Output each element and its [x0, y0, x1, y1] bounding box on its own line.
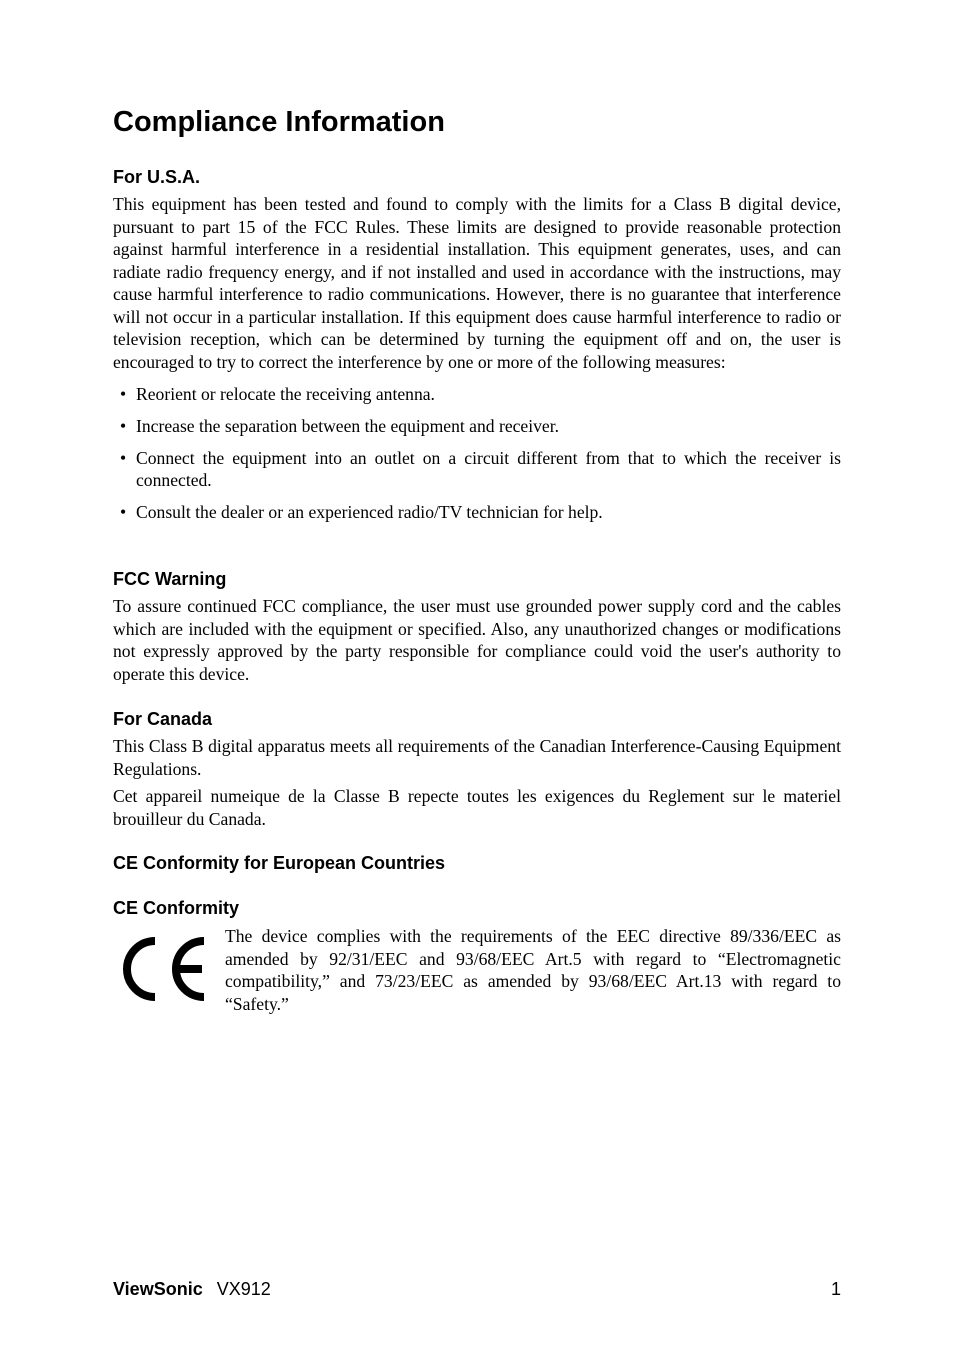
canada-body-en: This Class B digital apparatus meets all requirements of the Canadian Interference-Causing Equipment Regulations.	[113, 736, 841, 779]
list-item	[113, 415, 841, 438]
section-ce-conformity	[113, 897, 841, 919]
section-canada	[113, 708, 841, 830]
footer-brand: ViewSonic	[113, 1279, 203, 1299]
section-usa	[113, 166, 841, 524]
list-item-text: Connect the equipment into an outlet on a circuit different from that to which the receiver is connected.	[136, 447, 841, 490]
heading-usa: For U.S.A.	[113, 167, 201, 187]
canada-body-fr: Cet appareil numeique de la Classe B repecte toutes les exigences du Reglement sur le materiel brouilleur du Canada.	[113, 786, 841, 829]
page-title: Compliance Information	[113, 106, 445, 138]
heading-canada: For Canada	[113, 709, 213, 729]
list-item-text: Increase the separation between the equipment and receiver.	[136, 415, 560, 436]
bullet-icon: •	[120, 502, 127, 522]
measures-list	[113, 383, 841, 524]
heading-fcc-warning: FCC Warning	[113, 569, 227, 589]
bullet-icon: •	[120, 383, 127, 404]
list-item	[113, 501, 841, 524]
list-item	[113, 383, 841, 406]
footer-model: VX912	[216, 1279, 271, 1299]
ce-conformity-body: The device complies with the requirements of the EEC directive 89/336/EEC as amended by 92/31/EEC and 93/68/EEC Art.5 with regard to “Electromagnetic compatibility,” and 73/23/EEC as amended by 93/68/EEC Art.13 with regard to “Safety.”	[225, 926, 841, 1014]
section-fcc-warning	[113, 568, 841, 685]
ce-mark-icon	[121, 937, 209, 1001]
ce-conformity-block	[113, 925, 841, 1020]
heading-ce-conformity: CE Conformity	[113, 898, 239, 918]
list-item-text: Reorient or relocate the receiving antenna.	[136, 383, 435, 404]
list-item	[113, 447, 841, 492]
list-item-text: Consult the dealer or an experienced radio/TV technician for help.	[136, 502, 603, 522]
bullet-icon: •	[120, 447, 127, 468]
page-footer	[113, 1278, 841, 1300]
section-ce-europe	[113, 852, 841, 874]
fcc-warning-body: To assure continued FCC compliance, the user must use grounded power supply cord and the cables which are included with the equipment or specified. Also, any unauthorized changes or modifications not expressly approved by the party responsible for compliance could void the user's authority to operate this device.	[113, 596, 841, 684]
page-number: 1	[830, 1279, 841, 1299]
usa-body: This equipment has been tested and found to comply with the limits for a Class B digital device, pursuant to part 15 of the FCC Rules. These limits are designed to provide reasonable protection against harmful interference in a residential installation. This equipment generates, uses, and can radiate radio frequency energy, and if not installed and used in accordance with the instructions, may cause harmful interference to radio communications. However, there is no guarantee that interference will not occur in a particular installation. If this equipment does cause harmful interference to radio or television reception, which can be determined by turning the equipment off and on, the user is encouraged to try to correct the interference by one or more of the following measures:	[113, 194, 841, 372]
heading-ce-europe: CE Conformity for European Countries	[113, 853, 446, 873]
bullet-icon: •	[120, 415, 127, 436]
